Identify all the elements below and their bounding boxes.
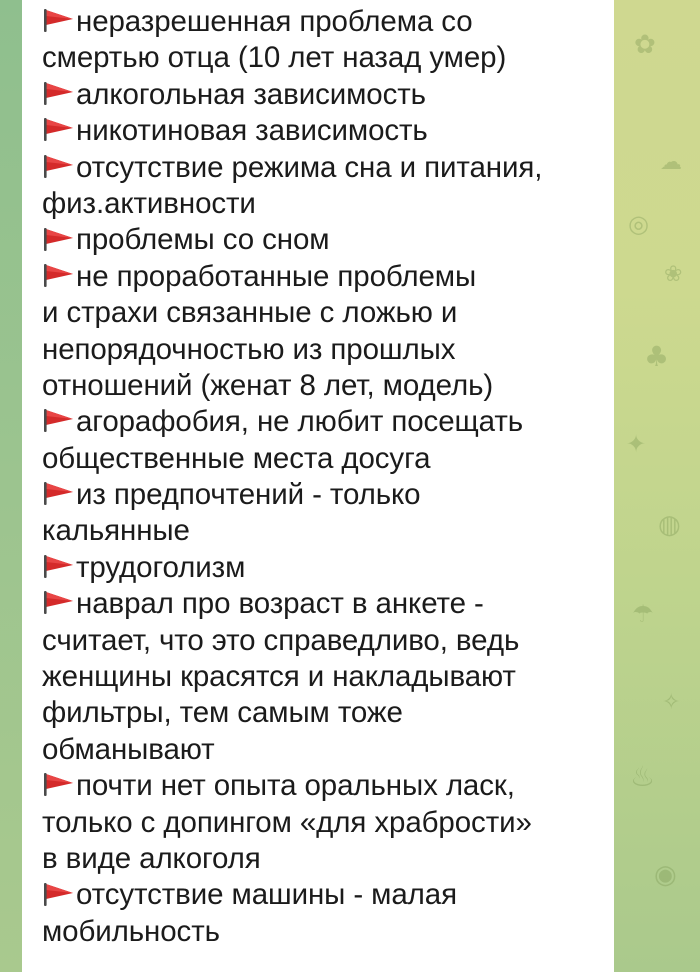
message-line-text: обманывают [42,732,215,766]
message-line [42,477,604,513]
red-flag-icon [42,80,74,106]
message-line [42,186,604,222]
message-line-text: мобильность [42,914,220,948]
message-line [42,586,604,622]
message-text [42,4,604,950]
red-flag-icon [42,116,74,142]
message-line-text: отношений (женат 8 лет, модель) [42,368,494,402]
message-line [42,113,604,149]
message-line-text: проблемы со сном [76,223,330,257]
message-line-text: фильтры, тем самым тоже [42,696,403,730]
message-line [42,404,604,440]
message-line-text: и страхи связанные с ложью и [42,296,458,330]
wallpaper-doodle-icon: ◍ [658,510,681,540]
message-line-text: не проработанные проблемы [76,259,477,293]
wallpaper-doodle-icon: ❀ [664,262,683,287]
red-flag-icon [42,553,74,579]
red-flag-icon [42,153,74,179]
chat-wallpaper-left [0,0,22,972]
wallpaper-doodle-icon: ♣ [644,340,670,373]
message-line-text: трудоголизм [76,550,246,584]
message-line [42,332,604,368]
message-line-text: только с допингом «для храбрости» [42,805,532,839]
wallpaper-doodle-icon: ◎ [628,210,649,238]
message-line [42,550,604,586]
message-line [42,259,604,295]
wallpaper-doodle-icon: ☂ [632,600,654,628]
red-flag-icon [42,881,74,907]
wallpaper-doodle-icon: ✧ [662,690,681,715]
wallpaper-doodle-icon: ◉ [654,860,677,890]
message-line-text: отсутствие режима сна и питания, [76,150,543,184]
message-line [42,150,604,186]
message-line-text: из предпочтений - только [76,478,421,512]
message-line [42,368,604,404]
message-line-text: отсутствие машины - малая [76,878,457,912]
red-flag-icon [42,407,74,433]
message-line-text: неразрешенная проблема со [76,5,473,38]
message-line-text: общественные места досуга [42,441,431,475]
message-line [42,768,604,804]
message-line [42,914,604,950]
message-line [42,441,604,477]
message-line-text: в виде алкоголя [42,841,261,875]
message-line [42,695,604,731]
message-line-text: непорядочностью из прошлых [42,332,456,366]
message-line-text: кальянные [42,514,190,548]
message-line [42,659,604,695]
wallpaper-doodle-icon: ☁ [660,150,682,175]
message-line-text: смертью отца (10 лет назад умер) [42,41,507,75]
message-line-text: считает, что это справедливо, ведь [42,623,520,657]
message-line [42,222,604,258]
red-flag-icon [42,771,74,797]
red-flag-icon [42,226,74,252]
red-flag-icon [42,7,74,33]
message-line [42,295,604,331]
chat-wallpaper-right [614,0,700,972]
message-line-text: физ.активности [42,186,256,220]
message-bubble[interactable] [22,0,614,972]
message-line [42,40,604,76]
message-line [42,732,604,768]
red-flag-icon [42,589,74,615]
message-line [42,77,604,113]
message-line-text: никотиновая зависимость [76,114,428,148]
wallpaper-doodle-icon: ✦ [626,430,647,458]
message-line [42,513,604,549]
wallpaper-doodle-icon: ✿ [634,30,656,60]
message-line [42,805,604,841]
red-flag-icon [42,262,74,288]
message-line-text: женщины красятся и накладывают [42,660,516,694]
message-line-text: почти нет опыта оральных ласк, [76,769,515,803]
message-line [42,877,604,913]
message-line-text: наврал про возраст в анкете - [76,587,484,621]
message-line-text: алкогольная зависимость [76,77,426,111]
wallpaper-doodle-icon: ♨ [630,760,656,793]
message-line-text: агорафобия, не любит посещать [76,405,524,439]
message-line [42,841,604,877]
red-flag-icon [42,480,74,506]
message-line [42,623,604,659]
message-line [42,4,604,40]
